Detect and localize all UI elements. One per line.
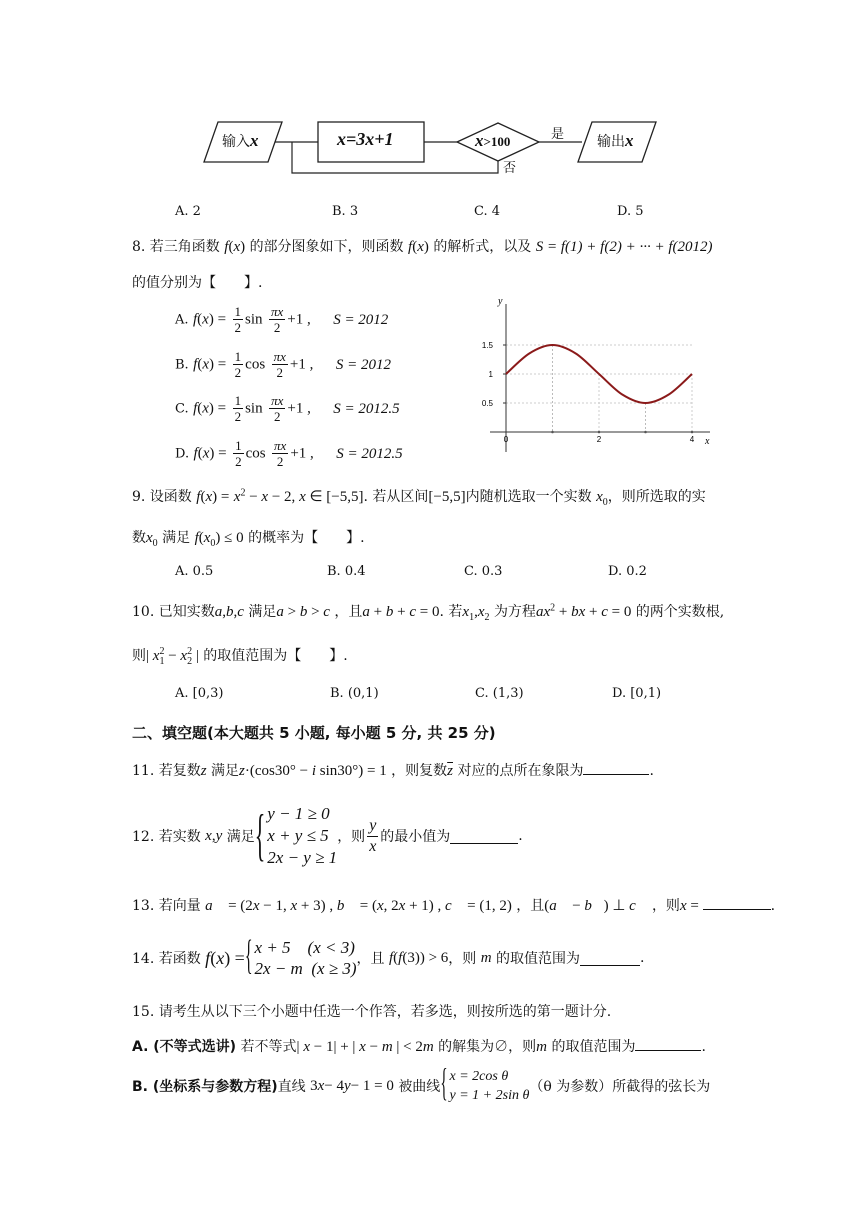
x-tick-label: 0 xyxy=(503,435,509,444)
q15: 15. 请考生从以下三个小题中任选一个作答，若多选，则按所选的第一题计分. xyxy=(132,1004,612,1020)
q9-line1: 9. 设函数 $f(x) = x^2 - x - 2$, x ∈ [−5,5]. 若从区间[−5,5]内随机选取一个实数 $x_0$，则所选取的实 xyxy=(132,487,706,508)
q8-option-d: D. f(x) = $\frac{1}{2}$ cos $\frac{\pi x}{2}$ +1 , S = 2012.5 xyxy=(175,438,403,469)
q13: 13. 若向量 a⃗ = (2x − 1, x + 3) , b⃗ = (x, 2x + 1) , c⃗ = (1, 2) ，且(a⃗ − b⃗) ⊥ c⃗ ，则x = . xyxy=(132,895,775,915)
q15a: A. (不等式选讲) 若不等式| x − 1| + | x − m | < 2m 的解集为∅，则m 的取值范围为 . xyxy=(132,1036,706,1056)
x-tick-label: 2 xyxy=(596,435,602,444)
q8-line2: 的值分别为【 】. xyxy=(132,275,263,291)
q7-option-b: B. 3 xyxy=(332,204,359,219)
output-text: 输出x xyxy=(597,131,634,150)
q10-option-a: A. [0,3) xyxy=(175,686,224,701)
q10-option-d: D. [0,1) xyxy=(612,686,662,701)
q15b: B. (坐标系与参数方程) 直线 3 x − 4 y − 1 = 0 被曲线 { x = 2cos θ y = 1 + 2sin θ （θ 为参数）所截得的弦长为 xyxy=(132,1063,711,1106)
function-graph xyxy=(481,292,720,454)
process-text: x=3x+1 xyxy=(337,129,394,149)
q7-option-d: D. 5 xyxy=(617,204,644,219)
q7-option-a: A. 2 xyxy=(175,204,201,219)
q14: 14. 若函数 f ( x ) = { x + 5 (x < 3) 2x − m (x ≥ 3) ，且 f ( f (3)) > 6 ，则 m 的取值范围为 . xyxy=(132,934,645,979)
x-tick-dot xyxy=(598,431,601,434)
yes-label: 是 xyxy=(551,127,565,142)
q9-option-c: C. 0.3 xyxy=(464,564,503,579)
x-tick-dot xyxy=(551,431,554,434)
y-tick-label: 1.5 xyxy=(481,341,493,350)
q7-option-c: C. 4 xyxy=(474,204,501,219)
q8-line1: 8. 若三角函数 f(x) 的部分图象如下，则函数 f(x) 的解析式，以及 S = f(1) + f(2) + ··· + f(2012) xyxy=(132,239,713,255)
input-text: 输入x xyxy=(222,131,259,150)
q10-line2: 则| $x_1^2 - x_2^2$ | 的取值范围为【 】. xyxy=(132,646,348,667)
q11: 11. 若复数z 满足z·(cos30° − i sin30°) = 1 ，则复数$\overline{z}$ 对应的点所在象限为 . xyxy=(132,760,654,780)
y-axis-label: y xyxy=(498,296,503,307)
x-tick-label: 4 xyxy=(689,435,695,444)
section-heading: 二、填空题(本大题共 5 小题, 每小题 5 分, 共 25 分) xyxy=(132,724,496,742)
q12: 12. 若实数 x , y 满足 { y − 1 ≥ 0 x + y ≤ 5 2x − y ≥ 1 ，则 $\frac{y}{x}$ 的最小值为 . xyxy=(132,802,523,868)
q9-option-b: B. 0.4 xyxy=(327,564,366,579)
flowchart xyxy=(200,105,660,185)
q8-option-a: A. f(x) = $\frac{1}{2}$ sin $\frac{\pi x}{2}$ +1 , S = 2012 xyxy=(175,304,389,335)
y-tick-label: 0.5 xyxy=(481,399,493,408)
no-label: 否 xyxy=(503,161,517,176)
q9-option-a: A. 0.5 xyxy=(175,564,214,579)
decision-text: x>100 xyxy=(475,131,511,150)
q10-option-c: C. (1,3) xyxy=(475,686,524,701)
q10-option-b: B. (0,1) xyxy=(330,686,379,701)
x-tick-dot xyxy=(691,431,694,434)
q8-option-b: B. f(x) = $\frac{1}{2}$ cos $\frac{\pi x}{2}$ +1 , S = 2012 xyxy=(175,349,391,380)
y-tick-label: 1 xyxy=(488,370,493,379)
x-axis-label: x xyxy=(705,436,710,447)
q10-line1: 10. 已知实数a,b,c 满足a > b > c ，且a + b + c = 0. 若$x_1,x_2$ 为方程$ax^2$ + bx + c = 0 的两个实数根, xyxy=(132,602,725,623)
q9-option-d: D. 0.2 xyxy=(608,564,647,579)
q9-line2: 数$x_0$ 满足 $f(x_0) \le 0$ 的概率为【 】. xyxy=(132,530,365,549)
q8-option-c: C. f(x) = $\frac{1}{2}$ sin $\frac{\pi x}{2}$ +1 , S = 2012.5 xyxy=(175,393,400,424)
x-tick-dot xyxy=(644,431,647,434)
